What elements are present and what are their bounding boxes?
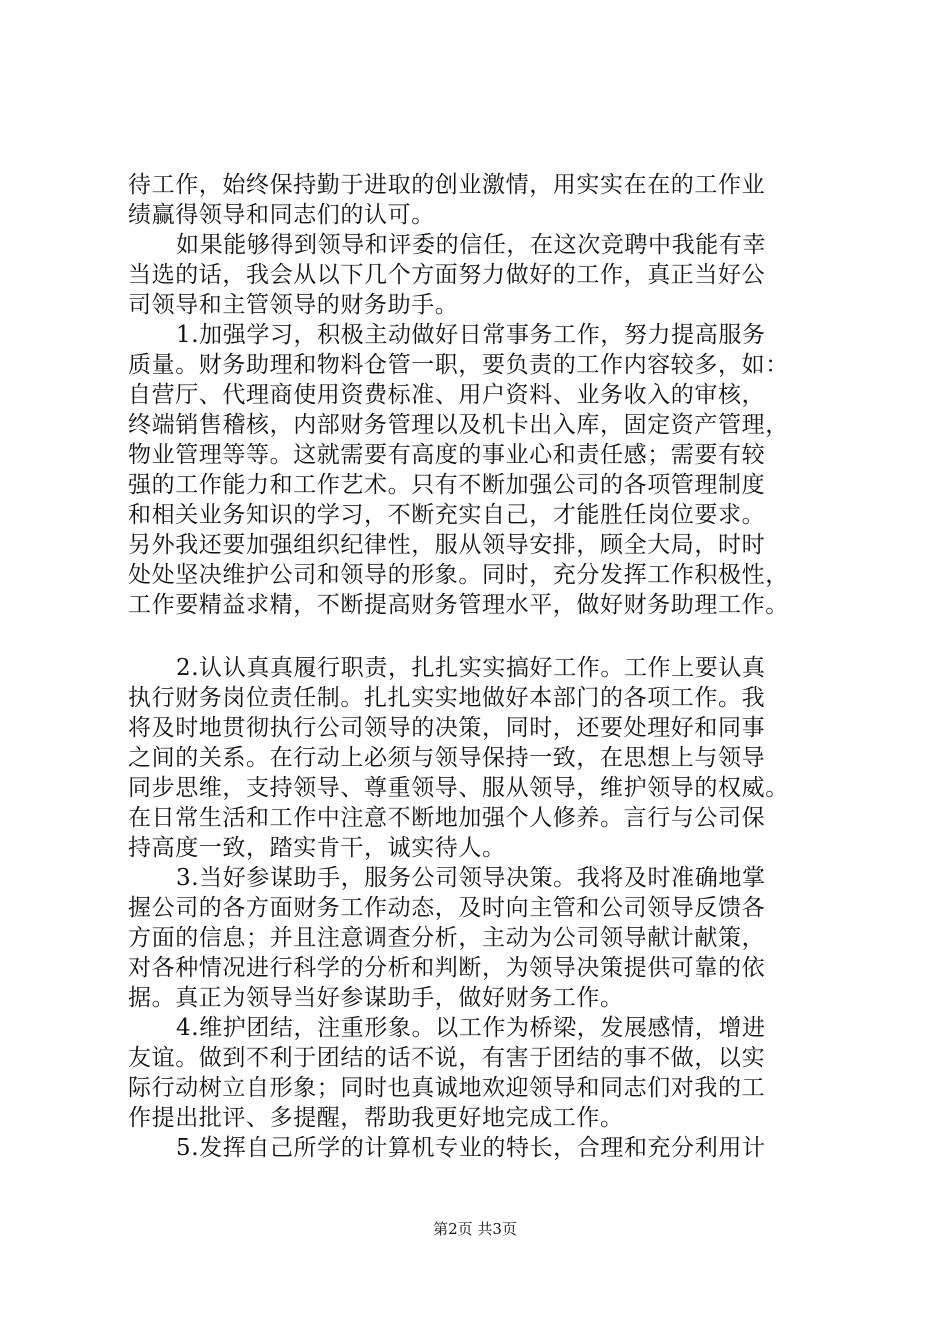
text-line: 同步思维，支持领导、尊重领导、服从领导，维护领导的权威。: [128, 775, 789, 801]
text-line: 在日常生活和工作中注意不断地加强个人修养。言行与公司保: [128, 805, 766, 831]
text-line: 握公司的各方面财务工作动态，及时向主管和公司领导反馈各: [128, 895, 766, 921]
text-line: 处处坚决维护公司和领导的形象。同时，充分发挥工作积极性，: [128, 562, 789, 588]
page-number-label: 第2页 共3页: [433, 1220, 517, 1238]
text-line: 持高度一致，踏实肯干，诚实待人。: [128, 835, 506, 861]
text-line: 际行动树立自形象；同时也真诚地欢迎领导和同志们对我的工: [128, 1075, 766, 1101]
text-line: 当选的话，我会从以下几个方面努力做好的工作，真正当好公: [128, 262, 766, 288]
text-line: 司领导和主管领导的财务助手。: [128, 292, 459, 318]
text-line: 质量。财务助理和物料仓管一职，要负责的工作内容较多，如：: [128, 352, 789, 378]
text-line: 3.当好参谋助手，服务公司领导决策。我将及时准确地掌: [176, 865, 766, 891]
text-line: 友谊。做到不利于团结的话不说，有害于团结的事不做，以实: [128, 1045, 766, 1071]
paragraph-gap: [128, 620, 848, 653]
page-footer: [0, 1219, 950, 1239]
document-body: [128, 170, 848, 1163]
text-line: 工作要精益求精，不断提高财务管理水平，做好财务助理工作。: [128, 592, 789, 618]
text-line: 1.加强学习，积极主动做好日常事务工作，努力提高服务: [176, 322, 766, 348]
text-line: 如果能够得到领导和评委的信任，在这次竞聘中我能有幸: [176, 232, 766, 258]
text-line: 对各种情况进行科学的分析和判断，为领导决策提供可靠的依: [128, 955, 766, 981]
text-line: 待工作，始终保持勤于进取的创业激情，用实实在在的工作业: [128, 172, 766, 198]
text-line: 和相关业务知识的学习，不断充实自己，才能胜任岗位要求。: [128, 502, 766, 528]
text-line: 另外我还要加强组织纪律性，服从领导安排，顾全大局，时时: [128, 532, 766, 558]
text-line: 自营厅、代理商使用资费标准、用户资料、业务收入的审核，: [128, 382, 766, 408]
text-line: 物业管理等等。这就需要有高度的事业心和责任感；需要有较: [128, 442, 766, 468]
text-line: 执行财务岗位责任制。扎扎实实地做好本部门的各项工作。我: [128, 685, 766, 711]
text-line: 据。真正为领导当好参谋助手，做好财务工作。: [128, 985, 624, 1011]
text-line: 强的工作能力和工作艺术。只有不断加强公司的各项管理制度: [128, 472, 766, 498]
text-line: 之间的关系。在行动上必须与领导保持一致，在思想上与领导: [128, 745, 766, 771]
text-line: 作提出批评、多提醒，帮助我更好地完成工作。: [128, 1105, 624, 1131]
text-line: 5.发挥自己所学的计算机专业的特长，合理和充分利用计: [176, 1135, 766, 1161]
text-line: 方面的信息；并且注意调查分析，主动为公司领导献计献策，: [128, 925, 766, 951]
text-line: 终端销售稽核，内部财务管理以及机卡出入库，固定资产管理，: [128, 412, 789, 438]
text-line: 4.维护团结，注重形象。以工作为桥梁，发展感情，增进: [176, 1015, 766, 1041]
text-line: 2.认认真真履行职责，扎扎实实搞好工作。工作上要认真: [176, 655, 766, 681]
text-line: 绩赢得领导和同志们的认可。: [128, 202, 435, 228]
text-line: 将及时地贯彻执行公司领导的决策，同时，还要处理好和同事: [128, 715, 766, 741]
